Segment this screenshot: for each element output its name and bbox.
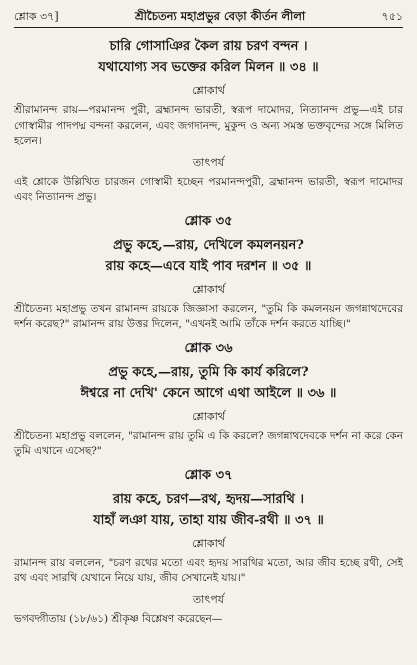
verse-line: চারি গোসাঞির কৈল রায় চরণ বন্দন । [109,39,308,54]
verse-37 [14,489,403,531]
verse-line: রায় কহে—এবে যাই পাব দরশন ॥ ৩৫ ॥ [105,258,312,274]
verse-34 [14,36,403,78]
header-verse-ref: শ্লোক ৩৭] [14,10,59,23]
verse-heading-36: শ্লোক ৩৬ [184,340,233,356]
purport-label: তাৎপর্য [192,155,225,169]
verse-heading-35: শ্লোক ৩৫ [184,213,233,229]
purport-34: এই শ্লোকে উল্লিখিত চারজন গোস্বামী হচ্ছেন পরমানন্দপুরী, ব্রহ্মানন্দ ভারতী, স্বরূপ দামোদর এবং নিত্যানন্দ প্রভু। [14,175,403,203]
verse-line: প্রভু কহে,—রায়, তুমি কি কার্য করিলে? [108,364,309,380]
verse-line: রায় কহে, চরণ—রথ, হৃদয়—সারথি । [113,491,304,507]
verse-heading-37: শ্লোক ৩৭ [184,467,233,483]
translation-label: শ্লোকার্থ [192,409,225,423]
translation-label: শ্লোকার্থ [192,536,225,550]
page-number: ৭৫১ [381,10,403,23]
purport-label: তাৎপর্য [192,592,225,606]
translation-35: শ্রীচৈতন্য মহাপ্রভু তখন রামানন্দ রায়কে জিজ্ঞাসা করলেন, "তুমি কি কমলনয়ন জগন্নাথদেবের দর্শন করেছ?" রামানন্দ রায় উত্তর দিলেন, "এখনই আমি তাঁকে দর্শন করতে যাচ্ছি।" [14,302,403,330]
purport-37: ভগবদ্গীতায় (১৮/৬১) শ্রীকৃষ্ণ বিশ্লেষণ করেছেন— [14,612,223,625]
verse-line: ঈশ্বরে না দেখি' কেনে আগে এথা আইলে ॥ ৩৬ ॥ [80,385,337,401]
header-rule [14,27,403,28]
translation-34: শ্রীরামানন্দ রায়—পরমানন্দ পুরী, ব্রহ্মানন্দ ভারতী, স্বরূপ দামোদর, নিত্যানন্দ প্রভু—এই চার গোস্বামীর পাদপদ্ম বন্দনা করলেন, এবং জগদানন্দ, মুকুন্দ ও অন্য সমস্ত ভক্তবৃন্দের সঙ্গে মিলিত হলেন। [14,104,403,147]
verse-line: প্রভু কহে,—রায়, দেখিলে কমলনয়ন? [113,237,304,253]
verse-line: যাহাঁ লঞা যায়, তাহা যায় জীব-রথী ॥ ৩৭ ॥ [93,512,324,528]
running-title: শ্রীচৈতন্য মহাপ্রভুর বেড়া কীর্তন লীলা [134,9,306,23]
translation-37: রামানন্দ রায় বললেন, "চরণ রথের মতো এবং হৃদয় সারথির মতো, আর জীব হচ্ছে রথী, সেই রথ এবং সারথি যেখানে নিয়ে যায়, জীব সেখানেই যায়।" [14,556,403,584]
verse-line: যথাযোগ্য সব ভক্তের করিল মিলন ॥ ৩৪ ॥ [98,60,319,75]
page-header [14,8,403,26]
verse-35 [14,235,403,277]
translation-label: শ্লোকার্থ [192,84,225,97]
translation-label: শ্লোকার্থ [192,282,225,296]
translation-36: শ্রীচৈতন্য মহাপ্রভু বললেন, "রামানন্দ রায় তুমি এ কি করলে? জগন্নাথদেবকে দর্শন না করে কেন তুমি এখানে এসেছ?" [14,429,403,457]
verse-36 [14,362,403,404]
